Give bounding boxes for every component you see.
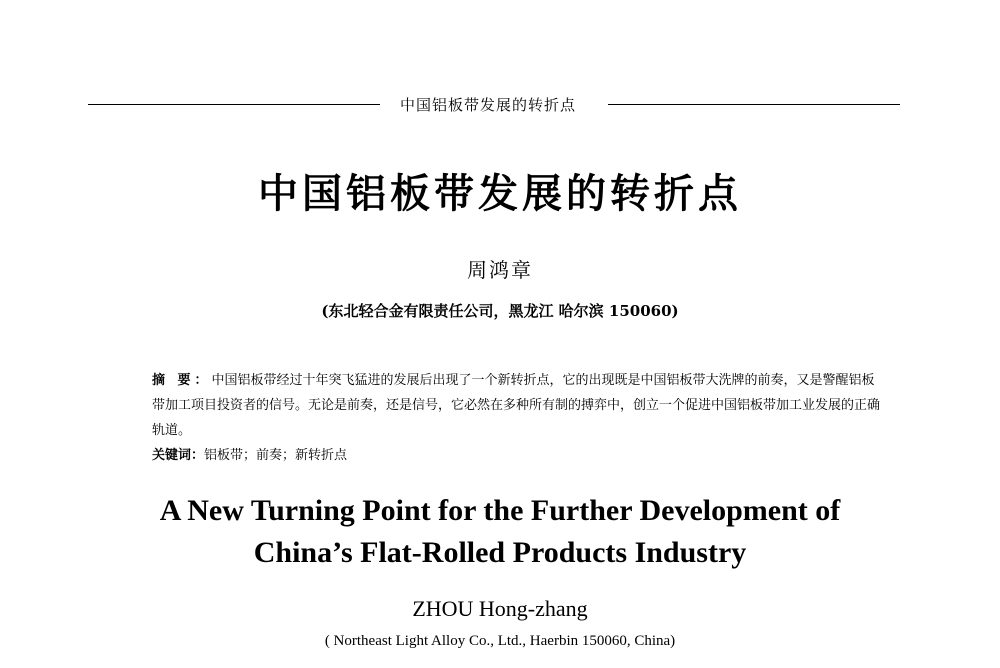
running-head: 中国铝板带发展的转折点	[400, 96, 577, 114]
header-rule-right	[608, 104, 900, 105]
affiliation-english: ( Northeast Light Alloy Co., Ltd., Haerbin 150060, China)	[324, 633, 676, 649]
author-english: ZHOU Hong-zhang	[412, 596, 588, 621]
header-rule-left	[88, 104, 380, 105]
title-english	[0, 490, 1000, 574]
keywords-line	[124, 443, 880, 468]
abstract-text: 中国铝板带经过十年突飞猛进的发展后出现了一个新转折点，它的出现既是中国铝板带大洗牌的前奏，又是警醒铝板带加工项目投资者的信号。无论是前奏，还是信号，它必然在多种所有制的搏弈中，创立一个促进中国铝板带加工业发展的正确轨道。	[152, 373, 881, 438]
title-english-line-1: A New Turning Point for the Further Development of	[159, 494, 841, 527]
keywords-label: 关键词：	[152, 448, 205, 463]
title-chinese: 中国铝板带发展的转折点	[258, 170, 742, 217]
abstract-block	[124, 368, 880, 468]
abstract-label: 摘 要：	[152, 373, 212, 388]
affiliation-chinese: (东北轻合金有限责任公司，黑龙江 哈尔滨 150060)	[321, 302, 679, 320]
title-english-line-2: China’s Flat-Rolled Products Industry	[253, 536, 747, 569]
keywords-text: 铝板带；前奏；新转折点	[204, 448, 348, 463]
abstract-paragraph	[124, 368, 880, 443]
author-chinese: 周鸿章	[467, 258, 533, 282]
